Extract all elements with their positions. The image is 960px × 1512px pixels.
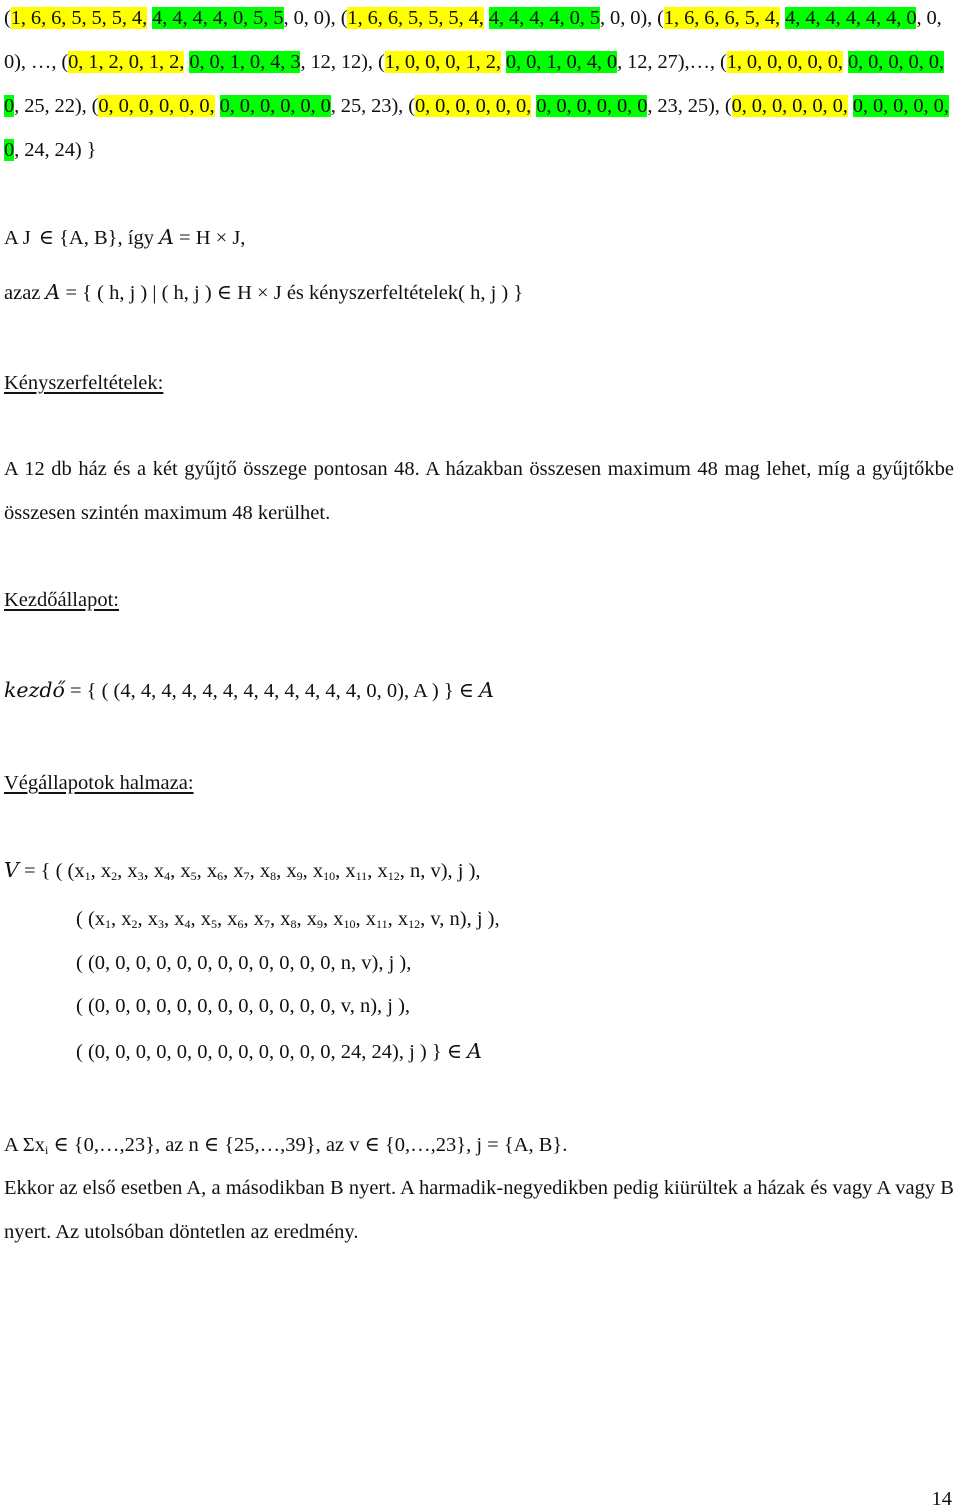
- page-number: 14: [931, 1488, 952, 1510]
- x-variable: x: [94, 908, 106, 930]
- domain-condition: A $\Sigma x_i$ ∈ {0,…,23}, az n ∈ {25,…,39}, az v ∈ {0,…,23}, j = {A, B}.: [4, 1134, 568, 1157]
- conclusion-text: Ekkor az első esetben A, a másodikban B nyert. A harmadik-negyedikben pedig kiürültek a házak és vagy A vagy B nyert. Az utolsóban döntetlen az eredmény.: [4, 1177, 954, 1243]
- x-variable: x: [312, 860, 324, 882]
- x-variable-index: 3: [137, 869, 144, 883]
- sequence-text: , 25, 22), (: [14, 95, 99, 117]
- x-variable: x: [121, 908, 132, 930]
- houses-b-highlight: 4, 4, 4, 4, 0, 5, 5: [152, 7, 284, 29]
- houses-b-highlight: 0, 0, 1, 0, 4, 0: [505, 51, 618, 73]
- constraints-heading: Kényszerfeltételek:: [4, 372, 164, 394]
- houses-b-highlight: 0, 0, 0, 0, 0, 0: [4, 51, 944, 117]
- final-states-line-2: ( ($x_1$, $x_2$, $x_3$, $x_4$, $x_5$, $x_6$, $x_7$, $x_8$, $x_9$, $x_{10}$, $x_{11}$, $x_{12}$, v, n), j ),: [76, 908, 500, 931]
- final-states-line-3: ( (0, 0, 0, 0, 0, 0, 0, 0, 0, 0, 0, 0, n, v), j ),: [76, 952, 412, 974]
- houses-a-highlight: 1, 0, 0, 0, 0, 0,: [726, 51, 843, 73]
- sequence-text: [215, 95, 220, 117]
- houses-b-highlight: 0, 0, 1, 0, 4, 3: [189, 51, 301, 73]
- sequence-text: , 12, 27),…, (: [617, 51, 727, 73]
- houses-a-highlight: 0, 0, 0, 0, 0, 0,: [731, 95, 848, 117]
- x-variable: x: [286, 860, 297, 882]
- x-variable: x: [180, 860, 191, 882]
- x-variable-index: 10: [323, 869, 336, 883]
- x-variable: x: [377, 860, 388, 882]
- houses-a-highlight: 0, 1, 2, 0, 1, 2,: [68, 51, 185, 73]
- x-variable: x: [365, 908, 377, 930]
- x-variable: x: [153, 860, 165, 882]
- constraints-text: A 12 db ház és a két gyűjtő összege pontosan 48. A házakban összesen maximum 48 mag lehet, míg a gyűjtőkbe összesen szintén maximum 48 kerülhet.: [4, 458, 954, 524]
- x-variable: x: [280, 908, 291, 930]
- sequence-text: , 0, 0), …, (: [4, 7, 942, 73]
- x-variable-index: 11: [355, 869, 368, 883]
- houses-a-highlight: 1, 0, 0, 0, 1, 2,: [384, 51, 501, 73]
- houses-b-highlight: 0, 0, 0, 0, 0, 0: [219, 95, 331, 117]
- final-states-heading: Végállapotok halmaza:: [4, 772, 194, 794]
- houses-b-highlight: 4, 4, 4, 4, 0, 5: [488, 7, 600, 29]
- x-variable: x: [259, 860, 271, 882]
- x-variable-index: 9: [296, 869, 303, 883]
- x-variable-index: 1: [105, 917, 112, 931]
- definition-line-2: azaz A = { ( h, j ) | ( h, j ) ∈ H × J és kényszerfeltételek( h, j ) }: [4, 280, 524, 304]
- x-variable-index: 5: [211, 917, 218, 931]
- x-variable: x: [200, 908, 212, 930]
- x-variable: x: [74, 860, 85, 882]
- final-states-line-4: ( (0, 0, 0, 0, 0, 0, 0, 0, 0, 0, 0, 0, v, n), j ),: [76, 995, 411, 1017]
- final-states-line-1: V = { ( ($x_1$, $x_2$, $x_3$, $x_4$, $x_5$, $x_6$, $x_7$, $x_8$, $x_9$, $x_{10}$, $x_{11}$, $x_{12}$, n, v), j ),: [4, 858, 481, 883]
- houses-b-highlight: 0, 0, 0, 0, 0, 0: [536, 95, 648, 117]
- x-variable: x: [100, 860, 112, 882]
- x-variable-index: 10: [343, 917, 356, 931]
- x-variable-index: 7: [243, 869, 250, 883]
- x-variable-index: 2: [111, 869, 118, 883]
- x-variable: x: [233, 860, 244, 882]
- x-variable-index: 4: [164, 869, 171, 883]
- x-variable: x: [227, 908, 238, 930]
- sequence-text: , 24, 24) }: [14, 139, 97, 161]
- sequence-text: , 12, 12), (: [300, 51, 385, 73]
- sequence-text: , 0, 0), (: [600, 7, 664, 29]
- x-variable: x: [306, 908, 318, 930]
- houses-b-highlight: 0, 0, 0, 0, 0, 0: [4, 95, 949, 161]
- houses-a-highlight: 1, 6, 6, 6, 5, 4,: [663, 7, 781, 29]
- x-variable: x: [345, 860, 356, 882]
- x-variable-index: 12: [408, 917, 421, 931]
- x-variable-index: 6: [217, 869, 224, 883]
- x-variable-index: 6: [237, 917, 244, 931]
- x-variable-index: 2: [131, 917, 138, 931]
- x-variable: x: [206, 860, 218, 882]
- sequence-text: , 23, 25), (: [647, 95, 732, 117]
- x-variable: x: [253, 908, 265, 930]
- houses-b-highlight: 4, 4, 4, 4, 4, 4, 0: [785, 7, 917, 29]
- x-variable: x: [147, 908, 159, 930]
- sequence-text: , 25, 23), (: [330, 95, 415, 117]
- x-variable-list: $x_1$, $x_2$, $x_3$, $x_4$, $x_5$, $x_6$, $x_7$, $x_8$, $x_9$, $x_{10}$, $x_{11}$, $x_{12}$: [94, 908, 421, 931]
- x-variable-index: 8: [290, 917, 297, 931]
- houses-a-highlight: 1, 6, 6, 5, 5, 5, 4,: [347, 7, 484, 29]
- x-variable-index: 11: [376, 917, 388, 931]
- x-variable-index: 4: [184, 917, 191, 931]
- x-variable: x: [333, 908, 344, 930]
- final-states-line-5: ( (0, 0, 0, 0, 0, 0, 0, 0, 0, 0, 0, 0, 24, 24), j ) } ∈ A: [76, 1039, 482, 1063]
- x-variable-index: 1: [84, 869, 91, 883]
- x-variable-index: 8: [270, 869, 277, 883]
- definition-line-1: A J ∈ {A, B}, így A = H × J,: [4, 225, 246, 249]
- x-variable-list: $x_1$, $x_2$, $x_3$, $x_4$, $x_5$, $x_6$, $x_7$, $x_8$, $x_9$, $x_{10}$, $x_{11}$, $x_{12}$: [74, 860, 400, 883]
- initial-state-heading: Kezdőállapot:: [4, 589, 119, 611]
- x-variable-index: 3: [158, 917, 165, 931]
- x-variable: x: [174, 908, 185, 930]
- houses-a-highlight: 0, 0, 0, 0, 0, 0,: [98, 95, 215, 117]
- initial-state-formula: kezdő = { ( (4, 4, 4, 4, 4, 4, 4, 4, 4, 4, 4, 4, 0, 0), A ) } ∈ A: [4, 678, 494, 702]
- x-variable-index: 12: [387, 869, 400, 883]
- x-variable: x: [397, 908, 409, 930]
- sequence-text: , 0, 0), (: [283, 7, 348, 29]
- houses-a-highlight: 1, 6, 6, 5, 5, 5, 4,: [10, 7, 148, 29]
- x-variable-index: 9: [317, 917, 324, 931]
- x-variable-index: 5: [190, 869, 197, 883]
- x-variable: x: [127, 860, 138, 882]
- sequence-text: (: [4, 7, 11, 29]
- houses-a-highlight: 0, 0, 0, 0, 0, 0,: [414, 95, 532, 117]
- state-sequence-paragraph: [4, 0, 954, 172]
- x-variable-index: 7: [264, 917, 271, 931]
